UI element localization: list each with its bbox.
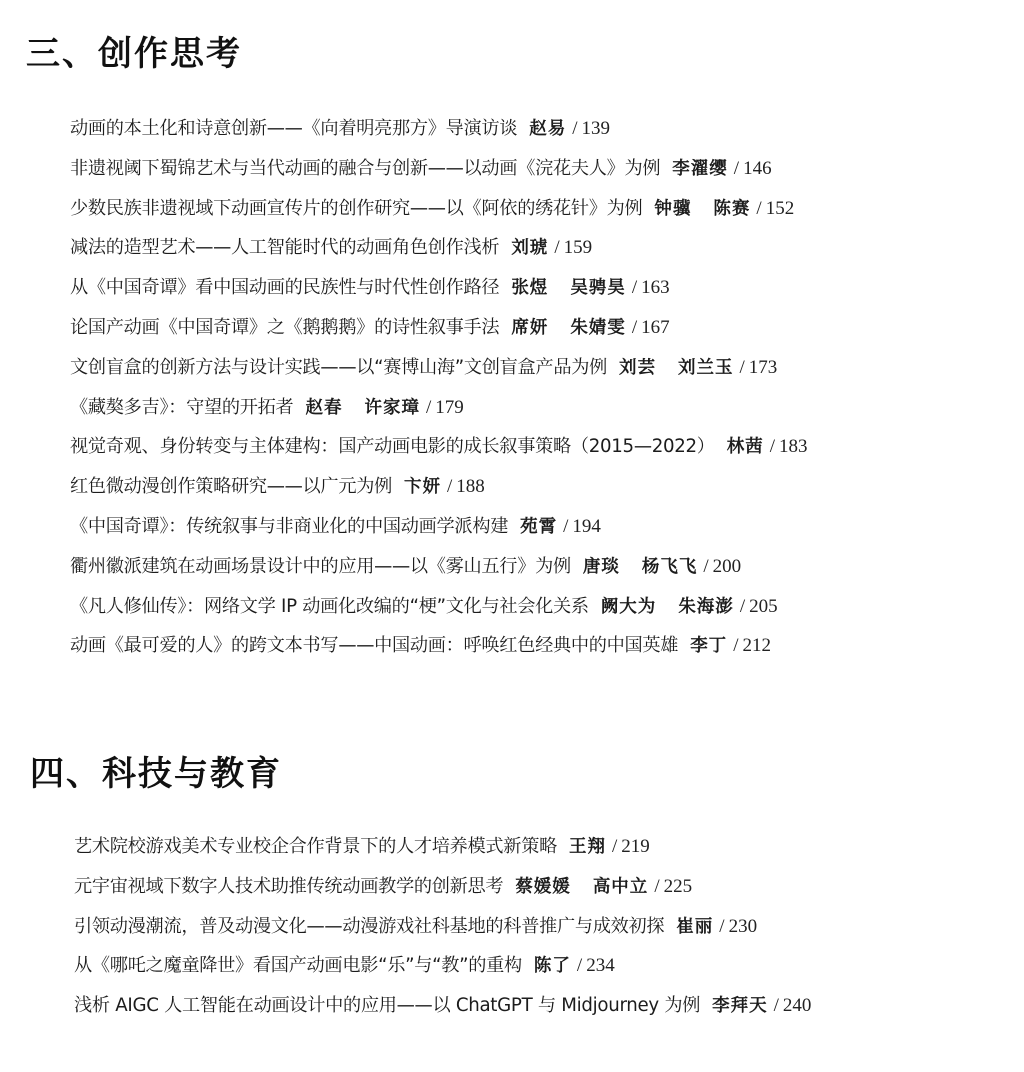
page-number: 167: [641, 316, 670, 338]
toc-entry: [74, 906, 1014, 946]
entry-title: 《凡人修仙传》：网络文学 IP 动画化改编的“梗”文化与社会化关系: [70, 595, 589, 617]
page-number: 159: [563, 237, 593, 259]
entry-title: 红色微动漫创作策略研究——以广元为例: [70, 476, 392, 498]
entry-author: 刘兰玉: [677, 357, 734, 378]
entry-title: 引领动漫潮流，普及动漫文化——动漫游戏社科基地的科普推广与成效初探: [74, 915, 665, 937]
page-number: 163: [641, 277, 670, 299]
entry-author: 卞妍: [403, 477, 441, 498]
section-heading: 三、创作思考: [26, 34, 242, 74]
entry-title: 元宇宙视域下数字人技术助推传统动画教学的创新思考: [74, 875, 504, 897]
page-number: 194: [572, 515, 601, 537]
page-separator: /: [611, 836, 618, 857]
entry-author: 陈赛: [713, 198, 751, 219]
entry-title: 少数民族非遗视域下动画宣传片的创作研究——以《阿依的绣花针》为例: [70, 197, 643, 219]
page-separator: /: [446, 476, 453, 498]
toc-entry: [74, 945, 1014, 985]
toc-entry: [74, 985, 1014, 1025]
entry-author: 李濯缨: [672, 158, 728, 179]
entry-author: 杨飞飞: [641, 556, 698, 577]
toc-entry-list: [70, 108, 1010, 665]
entry-title: 论国产动画《中国奇谭》之《鹅鹅鹅》的诗性叙事手法: [70, 316, 500, 338]
entry-title: 衢州徽派建筑在动画场景设计中的应用——以《雾山五行》为例: [70, 555, 571, 577]
page-separator: /: [739, 595, 746, 617]
toc-entry: [74, 826, 1014, 866]
entry-author: 阙大为: [600, 596, 657, 617]
page-number: 230: [728, 915, 758, 937]
toc-entry: [70, 148, 1010, 188]
toc-entry: [70, 546, 1010, 586]
entry-author: 李丁: [690, 636, 728, 657]
page-number: 179: [435, 396, 464, 418]
page-separator: /: [572, 118, 578, 139]
entry-author: 朱海澎: [678, 596, 734, 617]
page-number: 139: [581, 118, 610, 139]
entry-title: 从《哪吒之魔童降世》看国产动画电影“乐”与“教”的重构: [74, 955, 522, 977]
entry-author: 赵春: [305, 397, 343, 418]
entry-author: 林茜: [726, 437, 764, 458]
entry-author: 吴骋昊: [570, 278, 626, 299]
toc-entry: [70, 267, 1010, 307]
page-separator: /: [739, 356, 745, 378]
toc-entry: [70, 108, 1010, 148]
toc-entry: [70, 188, 1010, 228]
toc-entry: [70, 307, 1010, 347]
toc-entry: [70, 387, 1010, 427]
page-number: 200: [712, 555, 742, 577]
entry-author: 钟骥: [654, 198, 692, 219]
toc-entry: [70, 586, 1010, 626]
entry-title: 非遗视阈下蜀锦艺术与当代动画的融合与创新——以动画《浣花夫人》为例: [70, 157, 661, 179]
page-separator: /: [554, 237, 560, 259]
page-separator: /: [733, 157, 740, 179]
entry-author: 席妍: [511, 317, 549, 338]
entry-author: 陈了: [533, 956, 571, 977]
page-separator: /: [425, 396, 432, 418]
page-number: 146: [743, 157, 772, 179]
page-number: 152: [765, 197, 795, 219]
page-number: 212: [742, 635, 771, 657]
entry-author: 刘芸: [618, 357, 656, 378]
page-separator: /: [773, 995, 779, 1017]
entry-title: 动画的本土化和诗意创新——《向着明亮那方》导演访谈: [70, 118, 518, 139]
toc-entry: [70, 625, 1010, 665]
page-separator: /: [631, 316, 638, 338]
entry-author: 李拜天: [712, 996, 768, 1017]
page-separator: /: [576, 955, 583, 977]
page-number: 234: [586, 955, 615, 977]
page-number: 240: [782, 995, 812, 1017]
entry-title: 艺术院校游戏美术专业校企合作背景下的人才培养模式新策略: [74, 836, 557, 857]
page-separator: /: [719, 915, 725, 937]
toc-entry: [74, 866, 1014, 906]
entry-author: 高中立: [592, 876, 649, 897]
entry-title: 浅析 AIGC 人工智能在动画设计中的应用——以 ChatGPT 与 Midjourney 为例: [74, 995, 701, 1017]
entry-title: 从《中国奇谭》看中国动画的民族性与时代性创作路径: [70, 277, 500, 299]
toc-entry: [70, 506, 1010, 546]
entry-author: 刘琥: [511, 238, 549, 259]
page-separator: /: [703, 555, 709, 577]
entry-author: 朱婧雯: [570, 317, 626, 338]
entry-title: 《藏獒多吉》：守望的开拓者: [70, 396, 294, 418]
page-separator: /: [769, 436, 775, 458]
entry-title: 文创盲盒的创新方法与设计实践——以“赛博山海”文创盲盒产品为例: [70, 356, 607, 378]
toc-entry: [70, 347, 1010, 387]
entry-title: 视觉奇观、身份转变与主体建构：国产动画电影的成长叙事策略（2015—2022）: [70, 436, 715, 458]
page-separator: /: [631, 277, 638, 299]
page-separator: /: [563, 515, 569, 537]
entry-author: 蔡媛媛: [515, 876, 571, 897]
page-number: 225: [663, 875, 693, 897]
entry-author: 赵易: [529, 119, 567, 139]
entry-author: 许家璋: [364, 397, 420, 418]
page-separator: /: [654, 875, 660, 897]
page-separator: /: [733, 635, 739, 657]
entry-title: 动画《最可爱的人》的跨文本书写——中国动画：呼唤红色经典中的中国英雄: [70, 635, 679, 657]
page-number: 219: [621, 836, 650, 857]
page-separator: /: [756, 197, 762, 219]
page-number: 205: [749, 595, 778, 617]
entry-author: 王翔: [568, 837, 606, 857]
toc-entry: [70, 227, 1010, 267]
page-number: 173: [748, 356, 778, 378]
section-heading: 四、科技与教育: [30, 754, 282, 794]
toc-entry-list: [74, 826, 1014, 1025]
entry-author: 苑霄: [520, 516, 558, 537]
entry-author: 唐琰: [582, 556, 620, 577]
toc-entry: [70, 466, 1010, 506]
entry-author: 张煜: [511, 278, 549, 299]
entry-title: 减法的造型艺术——人工智能时代的动画角色创作浅析: [70, 237, 500, 259]
entry-title: 《中国奇谭》：传统叙事与非商业化的中国动画学派构建: [70, 515, 509, 537]
toc-entry: [70, 426, 1010, 466]
page-number: 183: [778, 436, 808, 458]
page-number: 188: [456, 476, 485, 498]
entry-author: 崔丽: [676, 916, 714, 937]
